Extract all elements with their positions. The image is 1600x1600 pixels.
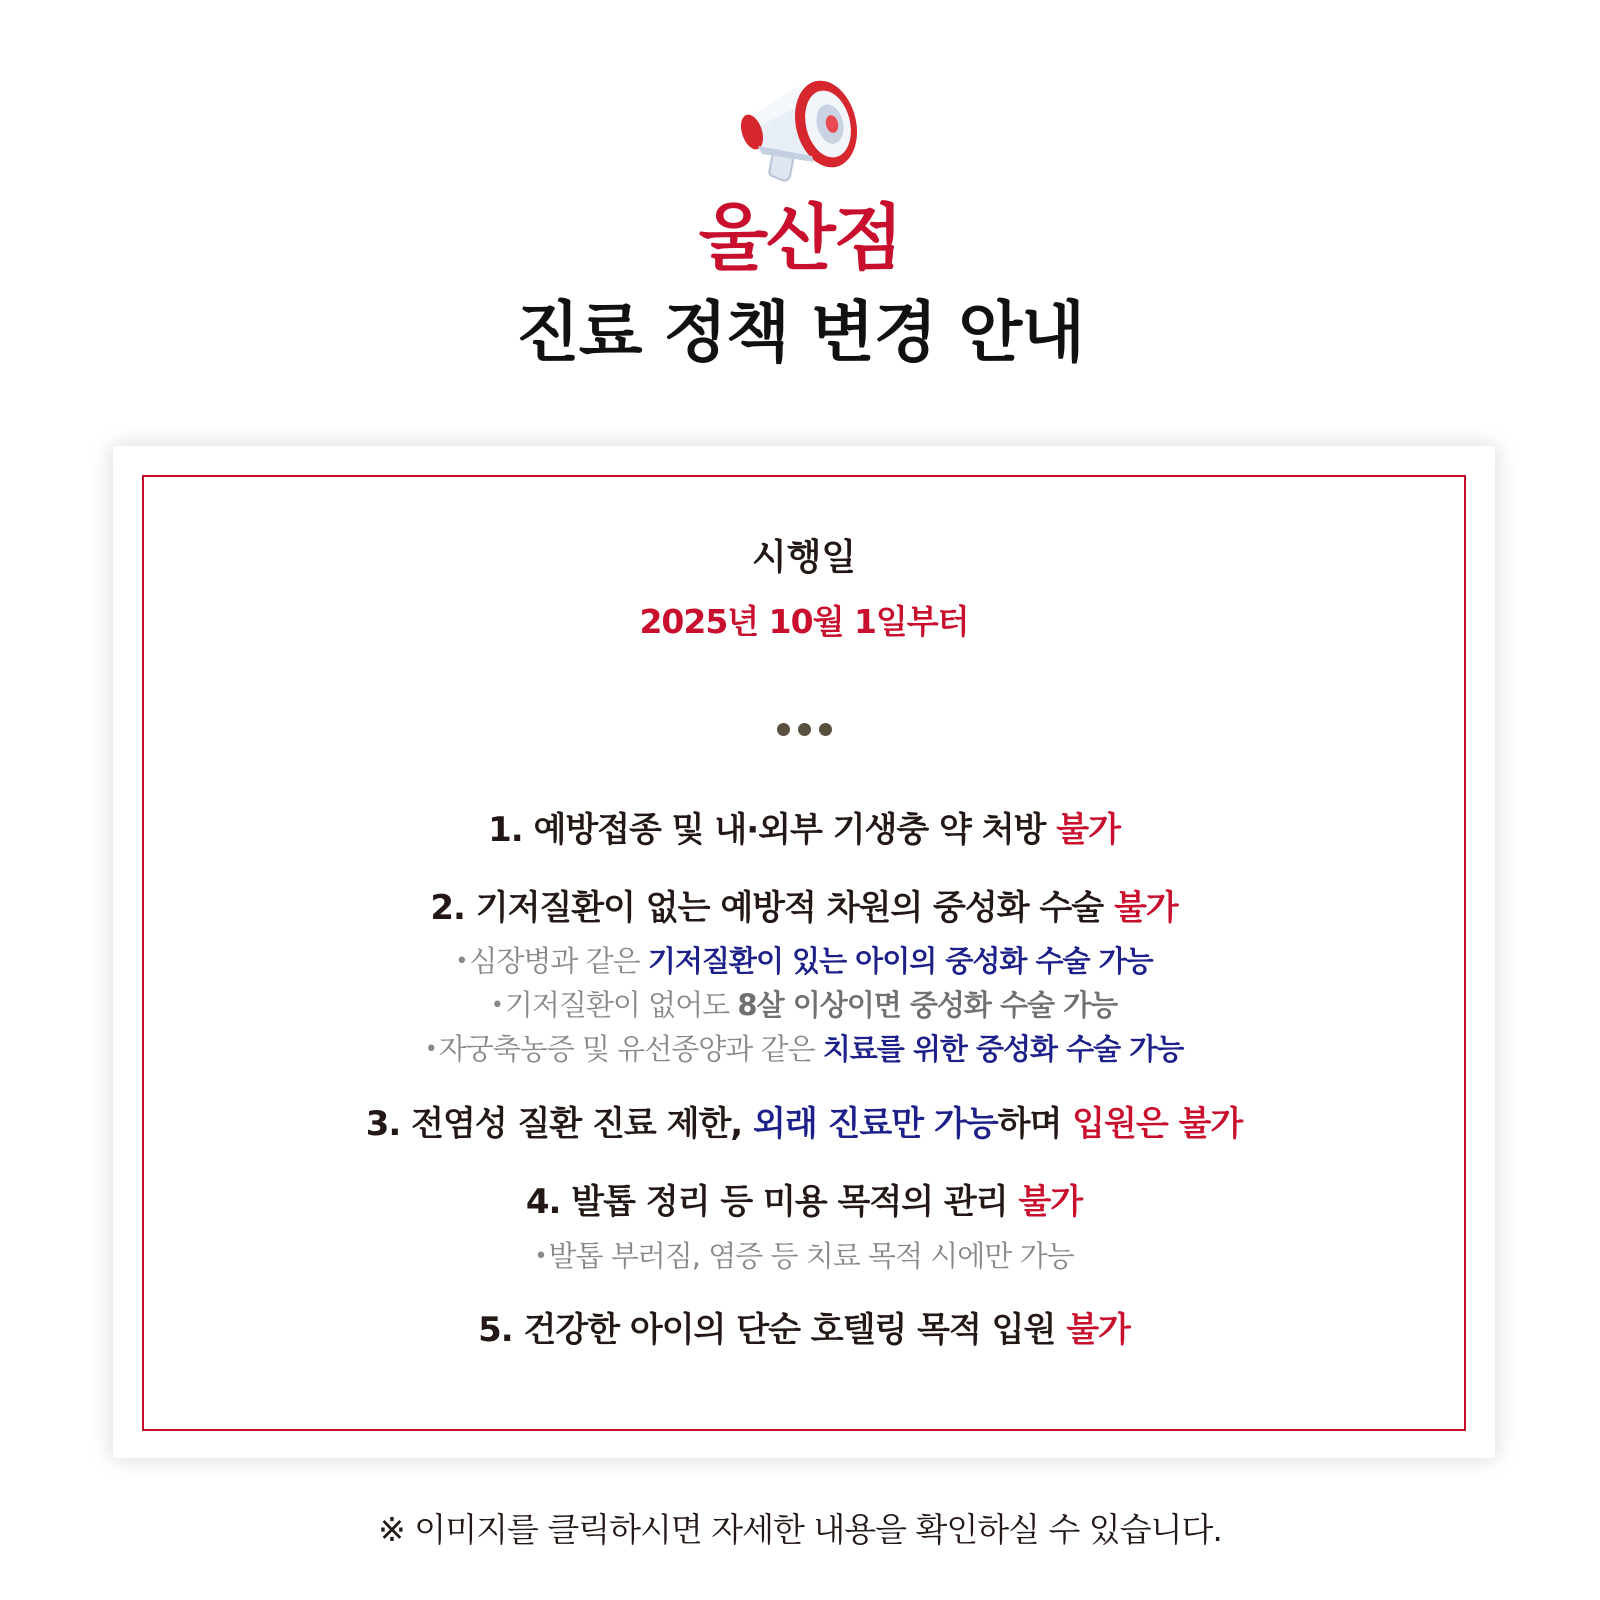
subitem-emphasis: 기저질환이 있는 아이의 중성화 수술 가능: [647, 944, 1153, 978]
policy-subitem: [144, 945, 1464, 978]
subitem-emphasis: 8살 이상이면 중성화 수술 가능: [737, 988, 1118, 1022]
dot: [819, 723, 832, 736]
subitem-text: 기저질환이 없어도: [504, 988, 738, 1022]
policy-item-highlight: 불가: [1056, 810, 1120, 850]
policy-subitem: [144, 1240, 1464, 1273]
subitem-text: 자궁축농증 및 유선종양과 같은: [438, 1032, 823, 1066]
effective-date-value: 2025년 10월 1일부터: [639, 602, 969, 641]
policy-item-highlight: 불가: [1113, 888, 1178, 928]
bullet: •: [424, 1037, 437, 1062]
megaphone-icon: [738, 66, 868, 192]
policy-item-1: [144, 811, 1464, 850]
dot: [777, 723, 790, 736]
bullet: •: [490, 993, 503, 1018]
footer-note: ※ 이미지를 클릭하시면 자세한 내용을 확인하실 수 있습니다.: [378, 1510, 1222, 1549]
policy-item-3: [144, 1105, 1464, 1144]
policy-item-text: 5. 건강한 아이의 단순 호텔링 목적 입원: [478, 1310, 1067, 1350]
branch-title: 울산점: [698, 196, 902, 280]
page-title: 진료 정책 변경 안내: [516, 294, 1084, 371]
policy-item-highlight: 불가: [1066, 1310, 1130, 1350]
bullet: •: [455, 949, 468, 974]
policy-item-2: [144, 889, 1464, 928]
subitem-emphasis: 치료를 위한 중성화 수술 가능: [822, 1032, 1184, 1066]
policy-item-blue: 외래 진료만 가능: [753, 1104, 998, 1144]
policy-item-text: 3. 전염성 질환 진료 제한,: [365, 1104, 754, 1144]
policy-subitem: [144, 1033, 1464, 1066]
policy-item-highlight: 불가: [1018, 1182, 1083, 1222]
separator-dots: [144, 722, 1464, 742]
policy-item-highlight: 입원은 불가: [1072, 1104, 1243, 1144]
effective-date-label: 시행일: [751, 537, 857, 578]
bullet: •: [534, 1244, 547, 1269]
policy-item-middle: 하며: [997, 1104, 1073, 1144]
policy-item-text: 2. 기저질환이 없는 예방적 차원의 중성화 수술: [430, 888, 1114, 928]
dot: [798, 723, 811, 736]
notice-card[interactable]: [113, 446, 1495, 1458]
subitem-text: 심장병과 같은: [469, 944, 648, 978]
notice-card-border: [142, 475, 1466, 1431]
policy-item-text: 1. 예방접종 및 내·외부 기생충 약 처방: [488, 810, 1057, 850]
subitem-text: 발톱 부러짐, 염증 등 치료 목적 시에만 가능: [548, 1239, 1074, 1273]
policy-item-text: 4. 발톱 정리 등 미용 목적의 관리: [525, 1182, 1019, 1222]
policy-item-4: [144, 1183, 1464, 1222]
policy-subitem: [144, 989, 1464, 1022]
policy-item-5: [144, 1311, 1464, 1350]
